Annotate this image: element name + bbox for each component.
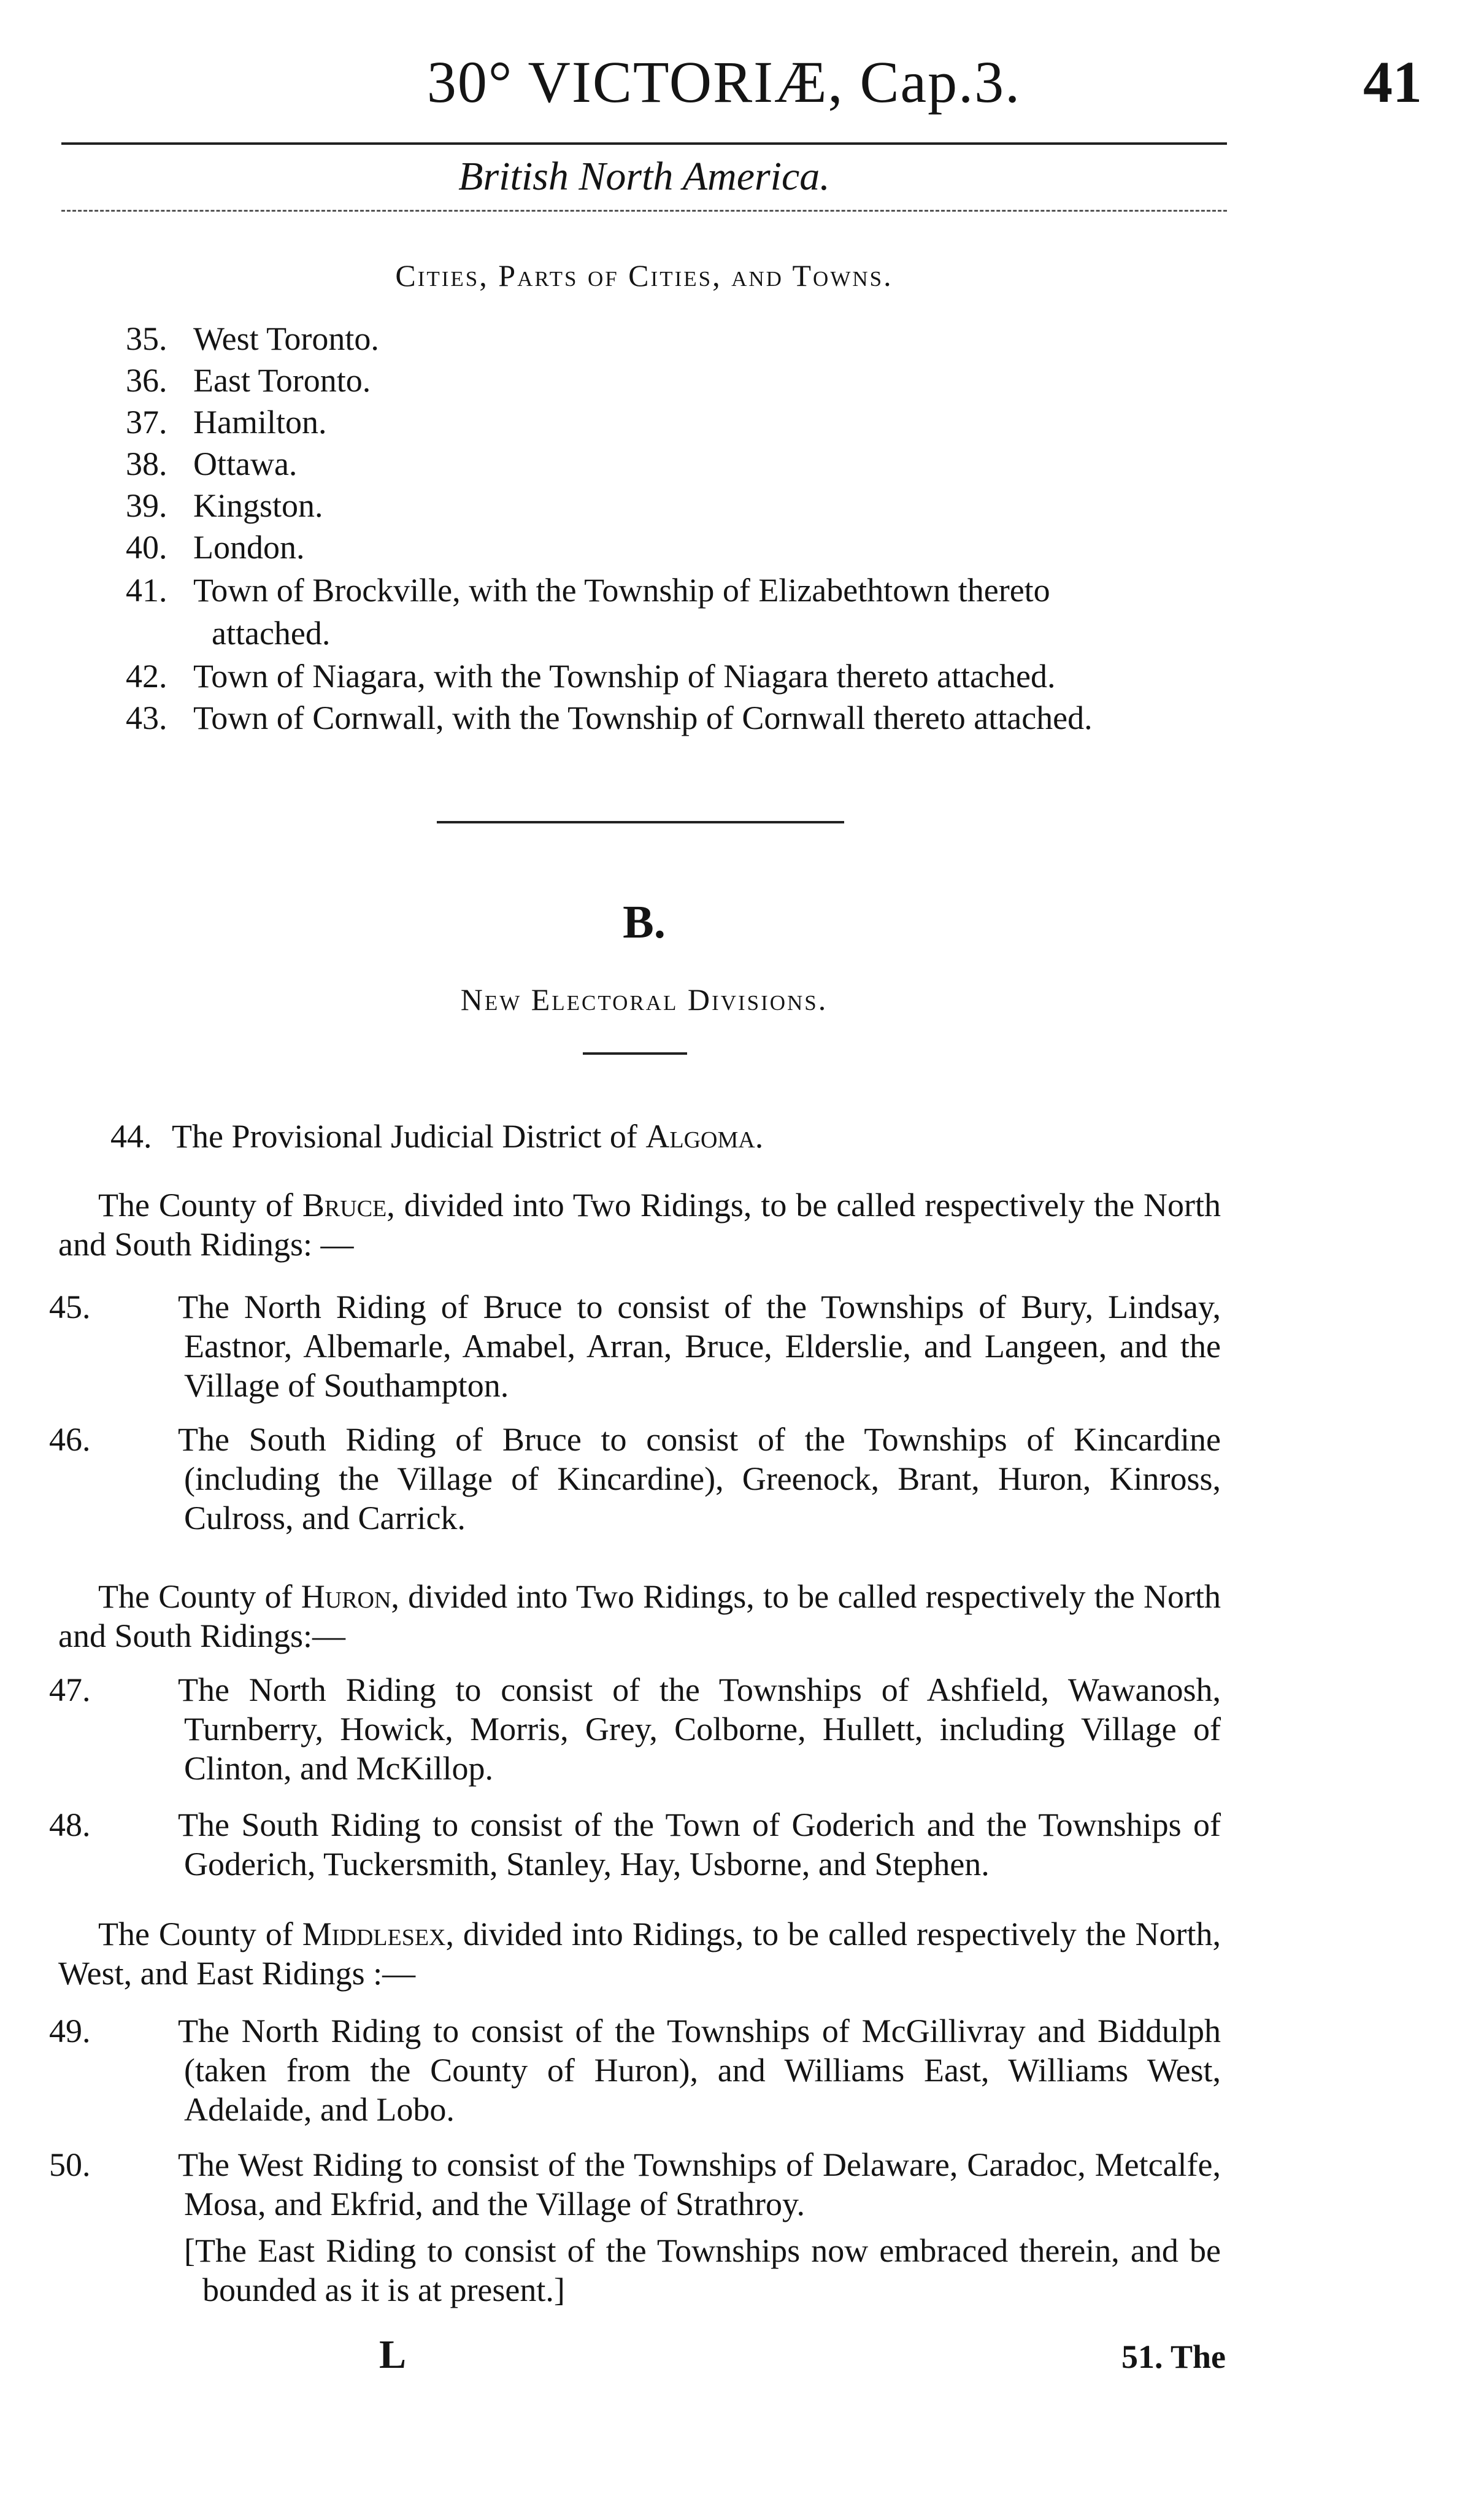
item-number: 41.	[126, 572, 167, 609]
riding-text: The North Riding to consist of the Townships of Ashfield, Wawanosh, Turnberry, Howick, Morris, Grey, Colborne, Hullett, including Village of Clinton, and McKillop.	[178, 1671, 1221, 1787]
list-item	[126, 571, 1230, 610]
page-header	[0, 48, 1465, 121]
item-text: West Toronto.	[193, 320, 379, 357]
list-item	[126, 528, 305, 567]
item-number: 40.	[126, 529, 167, 566]
riding-entry	[49, 1420, 1221, 1538]
bruce-intro: The County of Bruce, divided into Two Ridings, to be called respectively the North and South Ridings: —	[58, 1187, 1221, 1263]
item-number: 37.	[126, 404, 167, 441]
algoma-entry: 44. The Provisional Judicial District of Algoma.	[110, 1118, 764, 1155]
riding-entry	[49, 1670, 1221, 1788]
item-number: 49.	[49, 2013, 91, 2049]
item-number: 46.	[49, 1421, 91, 1458]
riding-text: The North Riding to consist of the Townships of McGillivray and Biddulph (taken from the County of Huron), and Williams East, Williams West, Adelaide, and Lobo.	[178, 2013, 1221, 2128]
item-text: London.	[193, 529, 305, 566]
riding-text: The West Riding to consist of the Townships of Delaware, Caradoc, Metcalfe, Mosa, and Ekfrid, and the Village of Strathroy.	[178, 2146, 1221, 2222]
riding-entry	[49, 1805, 1221, 1884]
item-number: 38.	[126, 445, 167, 482]
page-number: 41	[1363, 49, 1422, 115]
running-title: 30° VICTORIÆ, Cap.3.	[426, 49, 1021, 115]
item-number: 43.	[126, 699, 167, 736]
riding-entry	[49, 1287, 1221, 1405]
item-number: 50.	[49, 2146, 91, 2183]
list-item	[126, 361, 371, 400]
item-number: 47.	[49, 1671, 91, 1708]
signature-mark: L	[379, 2332, 407, 2377]
east-riding-note: [The East Riding to consist of the Townships now embraced therein, and be bounded as it is at present.]	[184, 2232, 1221, 2308]
item-text: Kingston.	[193, 487, 323, 524]
list-item	[126, 319, 379, 358]
item-text: Hamilton.	[193, 404, 327, 441]
riding-entry	[49, 2011, 1221, 2129]
item-text: Ottawa.	[193, 445, 298, 482]
riding-text: The South Riding of Bruce to consist of the Townships of Kincardine (including the Village of Kincardine), Greenock, Brant, Huron, Kinross, Culross, and Carrick.	[178, 1421, 1221, 1536]
item-text: Town of Brockville, with the Township of Elizabethtown thereto	[193, 572, 1050, 609]
county-name: Huron	[301, 1578, 391, 1615]
riding-text: The South Riding to consist of the Town of Goderich and the Townships of Goderich, Tuckersmith, Stanley, Hay, Usborne, and Stephen.	[178, 1806, 1221, 1882]
list-item	[126, 486, 323, 525]
header-dashed-rule	[61, 210, 1227, 212]
item-continuation: attached.	[212, 615, 331, 652]
section-divider	[437, 821, 844, 823]
item-text: Town of Cornwall, with the Township of Cornwall thereto attached.	[193, 699, 1093, 736]
item-number: 36.	[126, 362, 167, 399]
item-text: Town of Niagara, with the Township of Niagara thereto attached.	[193, 658, 1056, 695]
list-item	[126, 698, 1093, 738]
running-subtitle: British North America.	[458, 154, 830, 199]
county-name: Bruce	[302, 1187, 387, 1223]
list-item	[126, 444, 297, 484]
list-item	[126, 657, 1055, 696]
item-number: 42.	[126, 658, 167, 695]
header-rule	[61, 142, 1227, 145]
county-name: Middlesex	[302, 1916, 446, 1952]
catchword: 51. The	[1121, 2338, 1226, 2375]
item-number: 48.	[49, 1806, 91, 1843]
item-number: 39.	[126, 487, 167, 524]
schedule-letter: B.	[623, 896, 666, 948]
middlesex-intro: The County of Middlesex, divided into Ridings, to be called respectively the North, West, and East Ridings :—	[58, 1916, 1221, 1992]
item-number: 45.	[49, 1289, 91, 1325]
district-name: Algoma	[645, 1118, 755, 1155]
huron-intro: The County of Huron, divided into Two Ridings, to be called respectively the North and South Ridings:—	[58, 1578, 1221, 1654]
item-number: 35.	[126, 320, 167, 357]
cities-heading: Cities, Parts of Cities, and Towns.	[395, 258, 893, 293]
list-item	[126, 403, 326, 442]
item-text: East Toronto.	[193, 362, 371, 399]
item-number: 44.	[110, 1118, 152, 1155]
heading-rule	[583, 1052, 687, 1055]
riding-entry	[49, 2145, 1221, 2224]
riding-text: The North Riding of Bruce to consist of the Townships of Bury, Lindsay, Eastnor, Albemarle, Amabel, Arran, Bruce, Elderslie, and Langeen, and the Village of Southampton.	[178, 1289, 1221, 1404]
new-divisions-heading: New Electoral Divisions.	[460, 982, 828, 1017]
